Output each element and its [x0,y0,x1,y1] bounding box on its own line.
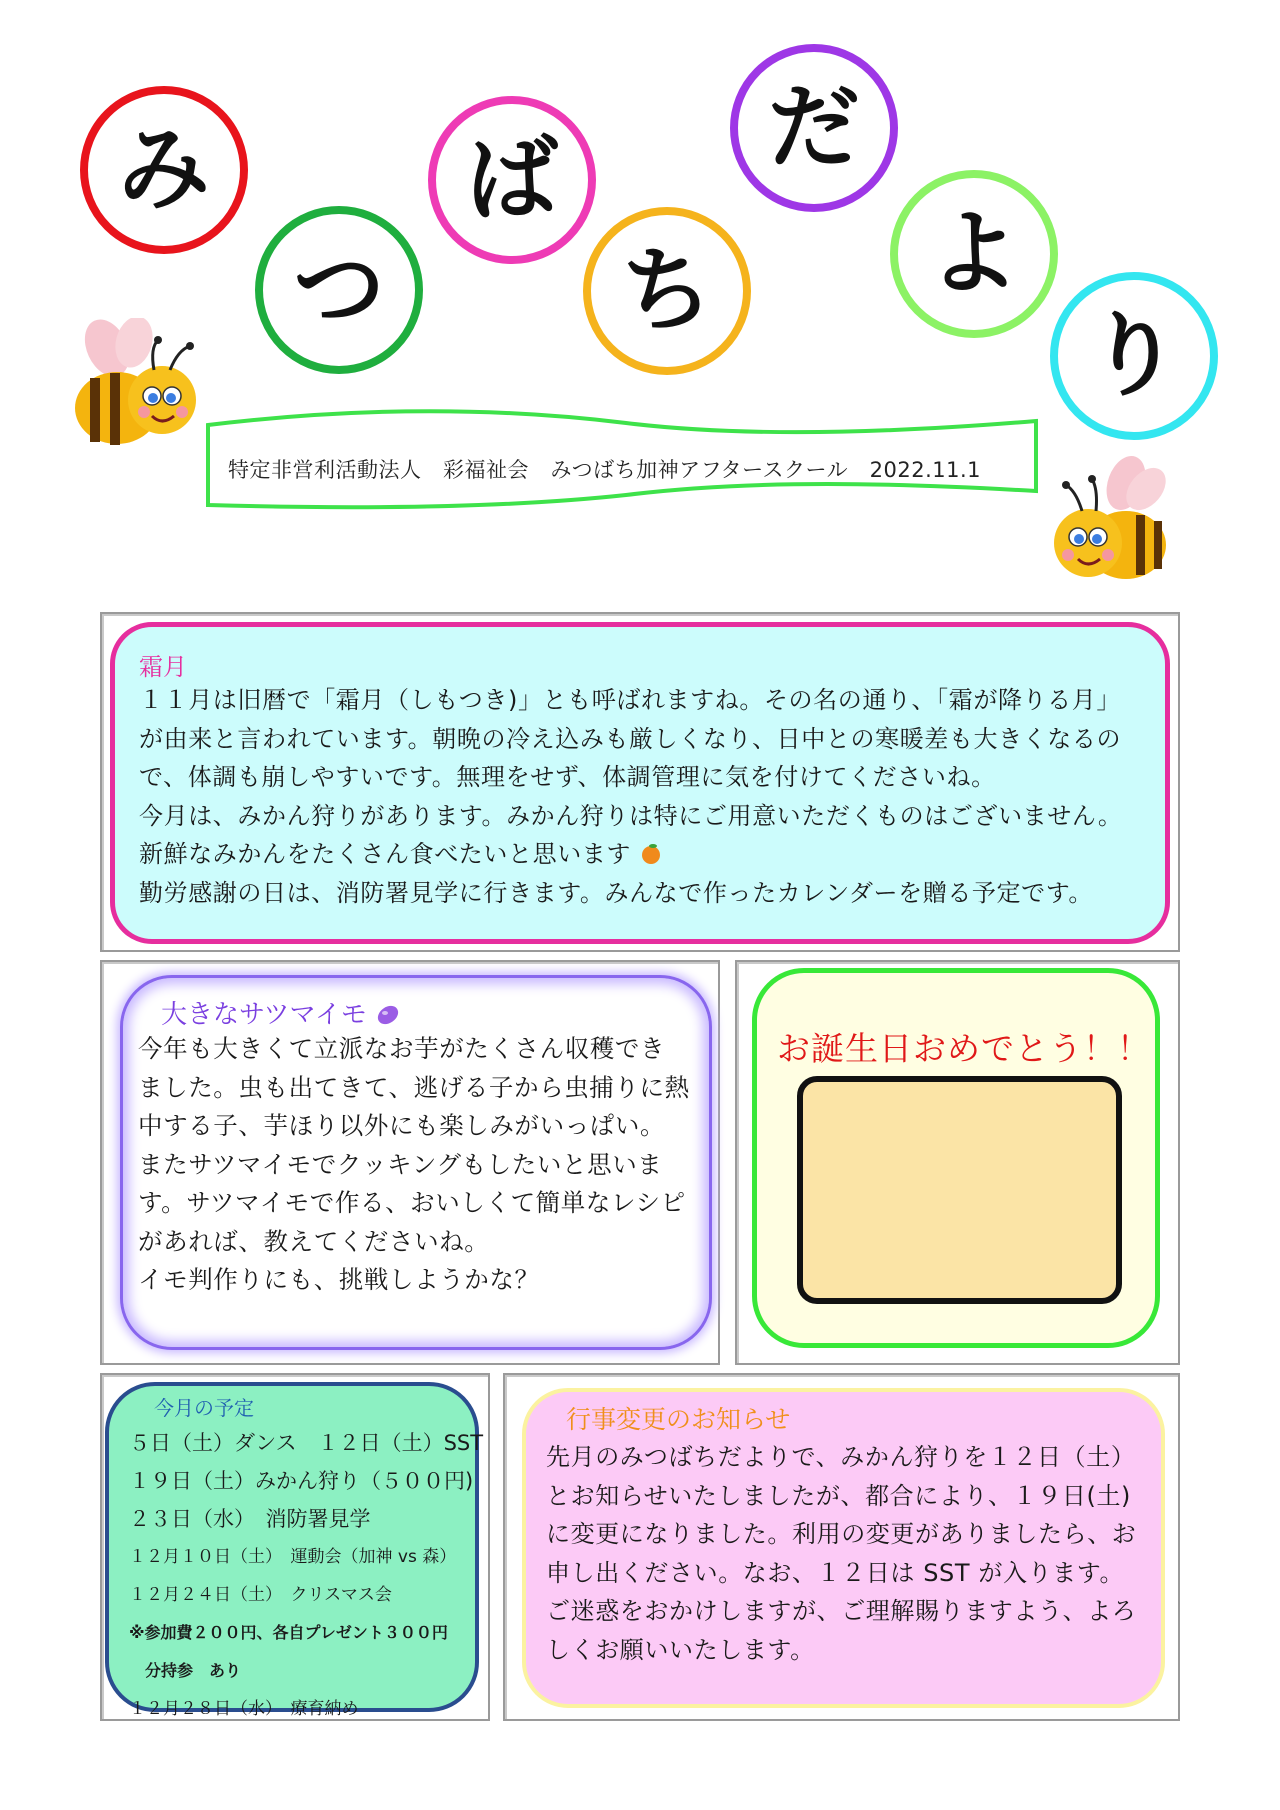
mandarin-icon [639,841,663,865]
satsumaimo-title: 大きなサツマイモ [161,1000,367,1030]
title-circle-tsu [255,206,423,374]
paragraph-line: 勤労感謝の日は、消防署見学に行きます。みんなで作ったカレンダーを贈る予定です。 [139,878,1093,907]
title-circle-da [730,44,898,212]
schedule-item: ５日（土）ダンス １２日（土）SST [129,1431,484,1455]
paragraph-line [139,835,1123,874]
shimotsuki-card [110,622,1170,944]
shimotsuki-body [139,681,1123,912]
paragraph-line: 今年も大きくて立派なお芋がたくさん収穫でき [138,1034,666,1063]
schedule-card [105,1382,484,1719]
title-char: だ [767,74,860,181]
paragraph-line: す。サツマイモで作る、おいしくて簡単なレシピ [138,1188,686,1217]
schedule-list [129,1424,483,1728]
paragraph-line: 申し出ください。なお、１２日は SST が入ります。 [546,1558,1125,1587]
paragraph-line: 今月は、みかん狩りがあります。みかん狩りは特にご用意いただくものはございません。 [139,801,1123,830]
schedule-item: 分持参 あり [129,1661,242,1680]
schedule-title: 今月の予定 [154,1396,254,1420]
paragraph-line: 中する子、芋ほり以外にも楽しみがいっぱい。 [138,1111,666,1140]
schedule-item: １２月２４日（土） クリスマス会 [129,1585,392,1605]
satsumaimo-card [120,975,712,1350]
schedule-item: ２３日（水） 消防署見学 [129,1507,371,1531]
title-char: り [1087,302,1180,409]
paragraph-line: ました。虫も出てきて、逃げる子から虫捕りに熱 [138,1072,690,1102]
title-circle-yo [890,170,1058,338]
schedule-item: １２月２８日（水） 療育納め [129,1699,359,1719]
bee-left-icon [62,318,202,468]
birthday-title: お誕生日おめでとう！！ [777,1029,1151,1068]
change-notice-body [546,1438,1136,1669]
schedule-item: １９日（土）みかん狩り（５００円) [129,1469,474,1493]
bee-right-icon [1046,455,1176,605]
paragraph-line: またサツマイモでクッキングもしたいと思いま [138,1149,663,1179]
paragraph-line: に変更になりました。利用の変更がありましたら、お [546,1520,1137,1548]
paragraph-line: が由来と言われています。朝晩の冷え込みも厳しくなり、日中との寒暖差も大きくなるの [139,724,1122,753]
birthday-photo-placeholder [797,1076,1122,1304]
satsumaimo-body [138,1030,690,1300]
paragraph-line: ご迷惑をおかけしますが、ご理解賜りますよう、よろ [546,1597,1137,1625]
title-char: よ [927,200,1020,307]
title-circle-mi [80,86,248,254]
title-circle-chi [583,207,751,375]
paragraph-line: １１月は旧暦で「霜月（しもつき)」とも呼ばれますね。その名の通り、「霜が降りる月」 [139,686,1121,714]
title-char: み [117,116,210,223]
shimotsuki-title: 霜月 [139,653,187,681]
schedule-item: ※参加費２００円、各自プレゼント３００円 [129,1623,448,1642]
paragraph-line: イモ判作りにも、挑戦しようかな？ [138,1265,540,1294]
title-char: ば [465,126,558,233]
title-circle-ri [1050,272,1218,440]
paragraph-line-text: 新鮮なみかんをたくさん食べたいと思います [139,840,631,868]
paragraph-line: があれば、教えてくださいね。 [138,1226,490,1256]
title-circle-ba [428,96,596,264]
sweet-potato-icon [375,1002,401,1026]
change-notice-card [522,1388,1165,1708]
paragraph-line: しくお願いいたします。 [546,1635,815,1664]
change-notice-title: 行事変更のお知らせ [566,1405,791,1434]
paragraph-line: で、体調も崩しやすいです。無理をせず、体調管理に気を付けてくださいね。 [139,763,996,791]
organization-line: 特定非営利活動法人 彩福祉会 みつばち加神アフタースクール 2022.11.1 [228,458,982,482]
title-char: ち [620,237,713,344]
paragraph-line: 先月のみつばちだよりで、みかん狩りを１２日（土） [546,1443,1136,1471]
schedule-item: １２月１０日（土） 運動会（加神 vs 森） [129,1547,457,1567]
title-char: つ [292,236,385,343]
paragraph-line: とお知らせいたしましたが、都合により、１９日(土) [546,1481,1132,1510]
satsumaimo-title-row [161,994,401,1031]
